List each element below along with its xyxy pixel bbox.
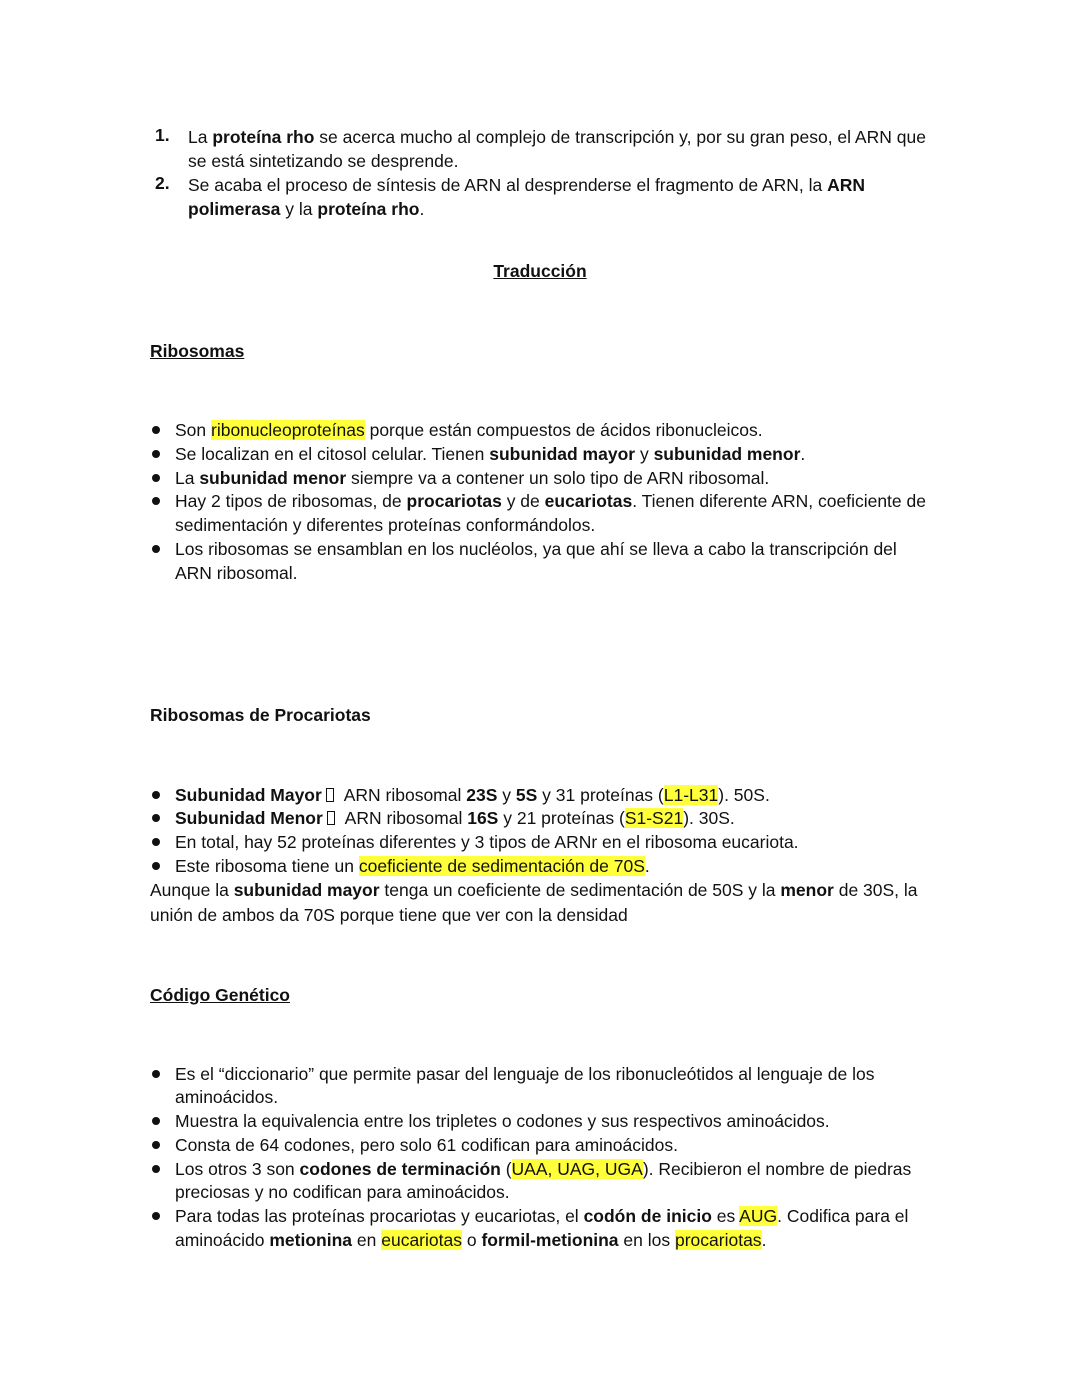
bullet-icon — [150, 489, 164, 513]
codigo-bullet-1: Es el “diccionario” que permite pasar del lenguaje de los ribonucleótidos al lenguaje de los — [175, 1064, 875, 1084]
codigo-bullet-5-line-2: aminoácido metionina en eucariotas o formil-metionina en los procariotas. — [175, 1230, 767, 1250]
numbered-item-2-line-1: Se acaba el proceso de síntesis de ARN al desprenderse el fragmento de ARN, la ARN — [188, 175, 866, 195]
procariotas-bullet-3: En total, hay 52 proteínas diferentes y 3 tipos de ARNr en el ribosoma eucariota. — [175, 832, 799, 852]
procariotas-paragraph-line-1: Aunque la subunidad mayor tenga un coeficiente de sedimentación de 50S y la menor de 30S, la — [150, 880, 918, 900]
bullet-icon — [150, 783, 164, 807]
bullet-icon — [150, 806, 164, 830]
codigo-bullet-5: Para todas las proteínas procariotas y eucariotas, el codón de inicio es AUG. Codifica para el — [175, 1206, 909, 1226]
procariotas-paragraph-line-2: unión de ambos da 70S porque tiene que ver con la densidad — [150, 905, 628, 925]
codigo-bullet-4: Los otros 3 son codones de terminación (UAA, UAG, UGA). Recibieron el nombre de piedras — [175, 1159, 912, 1179]
bullet-icon — [150, 1109, 164, 1133]
codigo-bullet-3: Consta de 64 codones, pero solo 61 codifican para aminoácidos. — [175, 1135, 678, 1155]
numbered-item-1-line-2: se está sintetizando se desprende. — [188, 151, 459, 171]
numbered-item-2-line-2: polimerasa y la proteína rho. — [188, 199, 425, 219]
ribosomas-bullet-4: Hay 2 tipos de ribosomas, de procariotas y de eucariotas. Tienen diferente ARN, coeficiente de — [175, 491, 926, 511]
ribosomas-bullet-5: Los ribosomas se ensamblan en los nucléolos, ya que ahí se lleva a cabo la transcripción del — [175, 539, 897, 559]
section-heading-codigo-genetico: Código Genético — [150, 985, 290, 1005]
ribosomas-bullet-4-line-2: sedimentación y diferentes proteínas conformándolos. — [175, 515, 596, 535]
section-heading-ribosomas: Ribosomas — [150, 341, 245, 361]
bullet-icon — [150, 830, 164, 854]
ribosomas-bullet-5-line-2: ARN ribosomal. — [175, 563, 298, 583]
ribosomas-bullet-3: La subunidad menor siempre va a contener un solo tipo de ARN ribosomal. — [175, 468, 770, 488]
bullet-icon — [150, 1157, 164, 1181]
list-number: 2. — [155, 173, 170, 193]
page-title: Traducción — [493, 261, 587, 281]
bullet-icon — [150, 466, 164, 490]
bullet-icon — [150, 537, 164, 561]
codigo-bullet-2: Muestra la equivalencia entre los tripletes o codones y sus respectivos aminoácidos. — [175, 1111, 830, 1131]
ribosomas-bullet-2: Se localizan en el citosol celular. Tienen subunidad mayor y subunidad menor. — [175, 444, 806, 464]
bullet-icon — [150, 418, 164, 442]
numbered-item-1-line-1: La proteína rho se acerca mucho al complejo de transcripción y, por su gran peso, el ARN que — [188, 127, 926, 147]
missing-glyph-icon — [327, 811, 335, 825]
bullet-icon — [150, 1062, 164, 1086]
procariotas-bullet-4: Este ribosoma tiene un coeficiente de sedimentación de 70S. — [175, 856, 650, 876]
ribosomas-bullet-1: Son ribonucleoproteínas porque están compuestos de ácidos ribonucleicos. — [175, 420, 763, 440]
bullet-icon — [150, 442, 164, 466]
procariotas-bullet-1: Subunidad Mayor ARN ribosomal 23S y 5S y 31 proteínas (L1-L31). 50S. — [175, 785, 770, 805]
bullet-icon — [150, 1133, 164, 1157]
bullet-icon — [150, 1204, 164, 1228]
codigo-bullet-4-line-2: preciosas y no codifican para aminoácidos. — [175, 1182, 510, 1202]
codigo-bullet-1-line-2: aminoácidos. — [175, 1087, 279, 1107]
section-heading-procariotas: Ribosomas de Procariotas — [150, 705, 371, 725]
procariotas-bullet-2: Subunidad Menor ARN ribosomal 16S y 21 proteínas (S1-S21). 30S. — [175, 808, 735, 828]
list-number: 1. — [155, 125, 170, 145]
bullet-icon — [150, 854, 164, 878]
missing-glyph-icon — [326, 788, 334, 802]
